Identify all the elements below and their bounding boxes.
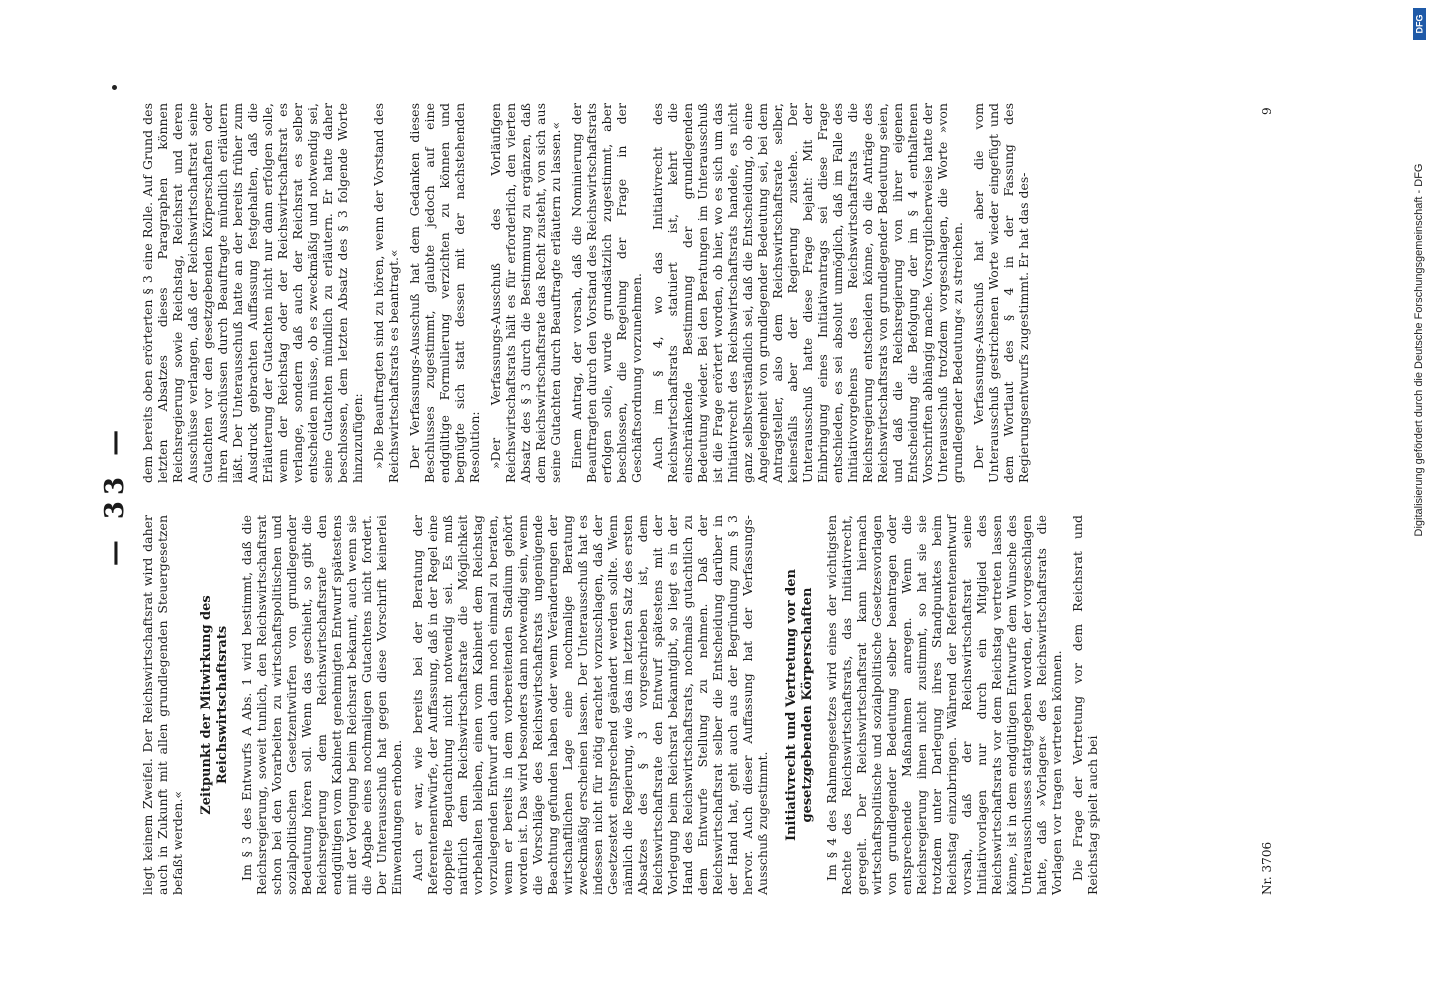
- paragraph: Einem Antrag, der vorsah, daß die Nominierung der Beauftragten durch den Vorstand des Reichswirtschaftsrats erfolgen solle, wurde grundsätzlich zugestimmt, aber beschlossen, die Regelung der Frage in der Geschäftsordnung vorzunehmen.: [569, 103, 644, 483]
- print-number: Nr. 3706: [1260, 841, 1274, 895]
- digitization-credit: Digitalisierung gefördert durch die Deutsche Forschungsgemeinschaft - DFG: [1413, 163, 1425, 537]
- right-column: [140, 103, 1037, 483]
- quote-paragraph: »Die Beauftragten sind zu hören, wenn der Vorstand des Reichswirtschaftsrats es beantragt.«: [371, 103, 401, 483]
- paragraph: Die Frage der Vertretung vor dem Reichsrat und Reichstag spielt auch bei: [1070, 515, 1100, 895]
- paragraph: Der Verfassungs-Ausschuß hat aber die vom Unterausschuß gestrichenen Worte wieder eingefügt und dem Wortlaut des § 4 in der Fassung des Regierungsentwurfs zugestimmt. Er hat das des-: [971, 103, 1031, 483]
- paragraph: dem bereits oben erörterten § 3 eine Rolle. Auf Grund des letzten Absatzes dieses Paragraphen können Reichsregierung sowie Reichstag, Reichsrat und deren Ausschüsse verlangen, daß der Reichswirtschaftsrat seine Gutachten vor den gesetzgebenden Körperschaften oder ihren Ausschüssen durch Beauftragte mündlich erläutern läßt. Der Unterausschuß hatte an der bereits früher zum Ausdruck gebrachten Auffassung festgehalten, daß die Erläuterung der Gutachten nicht nur dann erfolgen solle, wenn der Reichstag oder der Reichswirtschaftsrat es verlange, sondern daß auch der Reichsrat es selber entscheiden müsse, ob es zweckmäßig und notwendig sei, seine Gutachten mündlich zu erläutern. Er hatte daher beschlossen, dem letzten Absatz des § 3 folgende Worte hinzuzufügen:: [140, 103, 365, 483]
- digitization-credit-bar: [1404, 0, 1434, 1000]
- scan-mark: [112, 85, 117, 90]
- paragraph: Auch er war, wie bereits bei der Beratung der Referentenentwürfe, der Auffassung, daß in der Regel eine doppelte Begutachtung nicht notwendig sei. Es muß natürlich dem Reichswirtschaftsrate die Möglichkeit vorbehalten bleiben, einen vom Kabinett dem Reichstag vorzulegenden Entwurf auch dann noch einmal zu beraten, wenn er bereits in dem vorbereitenden Stadium gehört worden ist. Das wird besonders dann notwendig sein, wenn die Vorschläge des Reichswirtschaftsrats ungenügende Beachtung gefunden haben oder wenn Veränderungen der wirtschaftlichen Lage eine nochmalige Beratung zweckmäßig erscheinen lassen. Der Unterausschuß hat es indessen nicht für nötig erachtet vorzuschlagen, daß der Gesetzestext entsprechend geändert werden sollte. Wenn nämlich die Regierung, wie das im letzten Satz des ersten Absatzes des § 3 vorgeschrieben ist, dem Reichswirtschaftsrate den Entwurf spätestens mit der Vorlegung beim Reichsrat bekanntgibt, so liegt es in der Hand des Reichswirtschaftsrats, nochmals gutachtlich zu dem Entwurfe Stellung zu nehmen. Daß der Reichswirtschaftsrat selber die Entscheidung darüber in der Hand hat, geht auch aus der Begründung zum § 3 hervor. Auch dieser Auffassung hat der Verfassungs-Ausschuß zugestimmt.: [410, 515, 770, 895]
- section-heading: Initiativrecht und Vertretung vor den gesetzgebenden Körperschaften: [784, 569, 815, 841]
- paragraph: Auch im § 4, wo das Initiativrecht des Reichswirtschaftsrats statuiert ist, kehrt die einschränkende Bestimmung der grundlegenden Bedeutung wieder. Bei den Beratungen im Unterausschuß ist die Frage erörtert worden, ob hier, wo es sich um das Initiativrecht des Reichswirtschaftsrats handele, es nicht ganz selbstverständlich sei, daß die Entscheidung, ob eine Angelegenheit von grundlegender Bedeutung sei, bei dem Antragsteller, also dem Reichswirtschaftsrate selber, keinesfalls aber der Regierung zustehe. Der Unterausschuß hatte diese Frage bejaht: Mit der Einbringung eines Initiativantrags sei diese Frage entschieden, es sei absolut unmöglich, daß im Falle des Initiativvorgehens des Reichswirtschaftsrats die Reichsregierung entscheiden könne, ob die Anträge des Reichswirtschaftsrats von grundlegender Bedeutung seien, und daß die Reichsregierung von ihrer eigenen Entscheidung die Befolgung der im § 4 enthaltenen Vorschriften abhängig mache. Vorsorglicherweise hatte der Unterausschuß trotzdem vorgeschlagen, die Worte »von grundlegender Bedeutung« zu streichen.: [650, 103, 965, 483]
- paragraph: Im § 3 des Entwurfs A Abs. 1 wird bestimmt, daß die Reichsregierung, soweit tunlich, den Reichswirtschaftsrat schon bei den Vorarbeiten zu wirtschaftspolitischen und sozialpolitischen Gesetzentwürfen von grundlegender Bedeutung hören soll. Wenn das geschieht, so gibt die Reichsregierung dem Reichswirtschaftsrate den endgültigen vom Kabinett genehmigten Entwurf spätestens mit der Vorlegung beim Reichsrat bekannt, auch wenn sie die Abgabe eines nochmaligen Gutachtens nicht fordert. Der Unterausschuß hat gegen diese Vorschrift keinerlei Einwendungen erhoben.: [239, 515, 404, 895]
- paragraph: Der Verfassungs-Ausschuß hat dem Gedanken dieses Beschlusses zugestimmt, glaubte jedoch auf eine endgültige Formulierung verzichten zu können und begnügte sich statt dessen mit der nachstehenden Resolution:: [407, 103, 482, 483]
- paragraph: Im § 4 des Rahmengesetzes wird eines der wichtigsten Rechte des Reichswirtschaftsrats, das Initiativrecht, geregelt. Der Reichswirtschaftsrat kann hiernach wirtschaftspolitische und sozialpolitische Gesetzesvorlagen von grundlegender Bedeutung selber beantragen oder entsprechende Maßnahmen anregen. Wenn die Reichsregierung ihnen nicht zustimmt, so hat sie sie trotzdem unter Darlegung ihres Standpunktes beim Reichstag einzubringen. Während der Referentenentwurf vorsah, daß der Reichswirtschaftsrat seine Initiativvorlagen nur durch ein Mitglied des Reichswirtschaftsrats vor dem Reichstag vertreten lassen könne, ist in dem endgültigen Entwurfe dem Wunsche des Unterausschusses stattgegeben worden, der vorgeschlagen hatte, daß »Vorlagen« des Reichswirtschaftsrats die Vorlagen vor tragen vertreten können.: [824, 515, 1064, 895]
- sheet-signature: 9: [1260, 107, 1274, 115]
- page-number: — 33 —: [100, 423, 130, 567]
- left-column: [140, 515, 1106, 895]
- quote-paragraph: »Der Verfassungs-Ausschuß des Vorläufigen Reichswirtschaftsrats hält es für erforderlich, den vierten Absatz des § 3 durch die Bestimmung zu ergänzen, daß dem Reichswirtschaftsrate das Recht zusteht, von sich aus seine Gutachten durch Beauftragte erläutern zu lassen.«: [488, 103, 563, 483]
- paragraph: liegt keinem Zweifel. Der Reichswirtschaftsrat wird daher auch in Zukunft mit allen grundlegenden Steuergesetzen befaßt werden.«: [140, 515, 185, 895]
- section-heading: Zeitpunkt der Mitwirkung des Reichswirtschaftsrats: [199, 595, 230, 815]
- rotated-content: [100, 95, 1280, 895]
- dfg-logo-text: DFG: [1414, 14, 1425, 34]
- dfg-logo: [1413, 8, 1426, 40]
- page-content: [100, 95, 1280, 895]
